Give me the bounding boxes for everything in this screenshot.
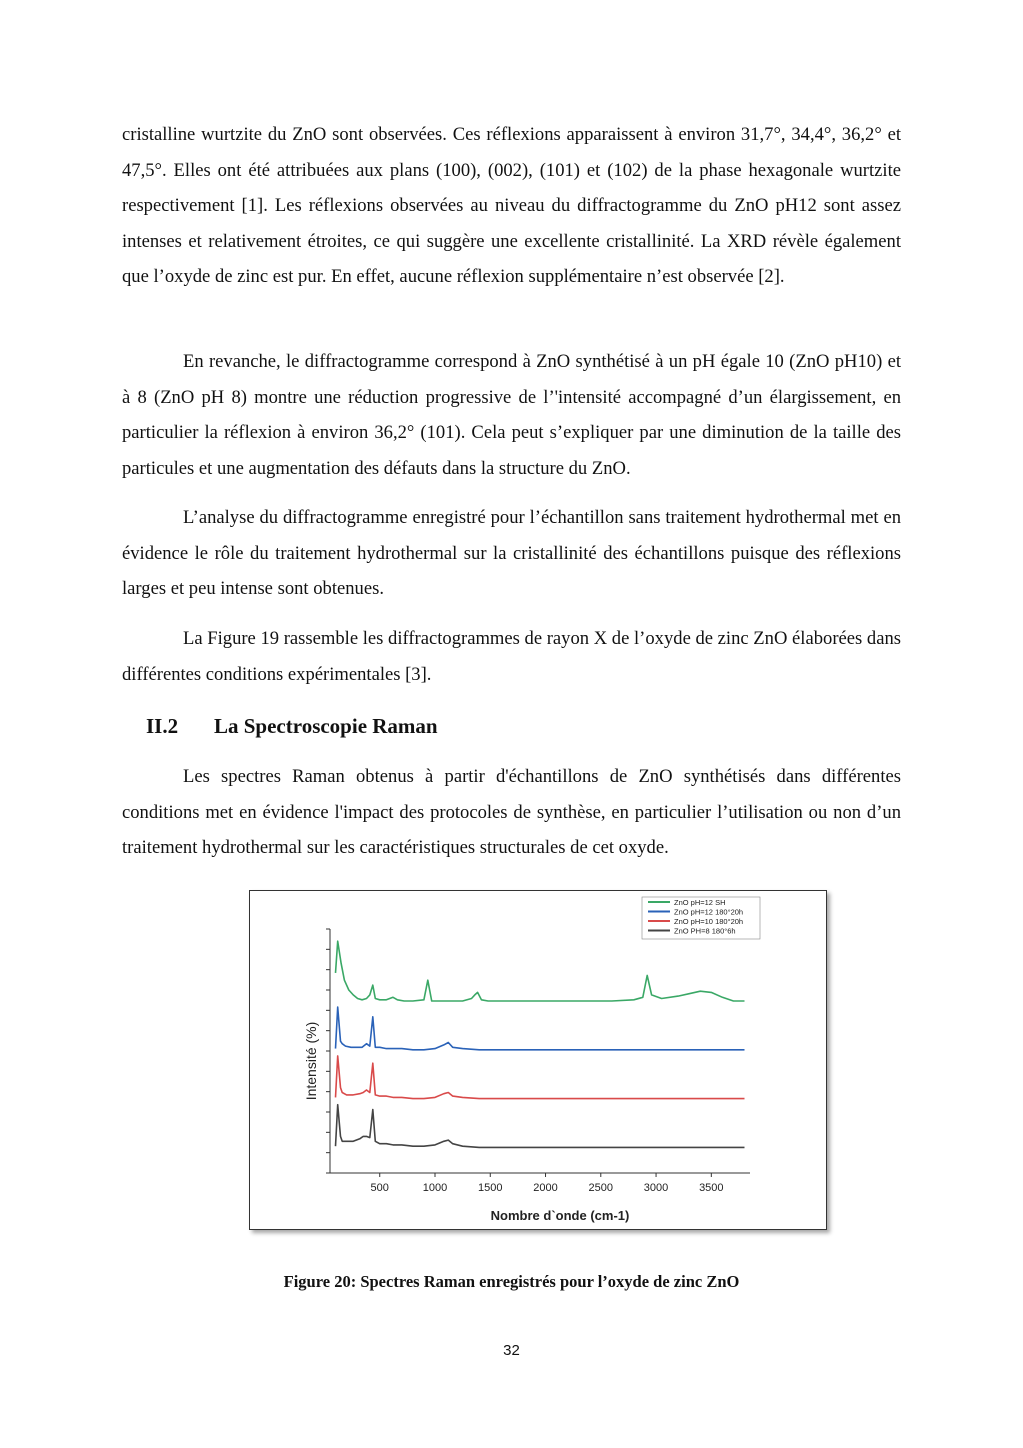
legend-label: ZnO PH=8 180°6h — [674, 926, 736, 936]
x-tick-label: 3500 — [699, 1182, 724, 1194]
series-line-4 — [336, 1105, 745, 1148]
body-paragraph-2: En revanche, le diffractogramme correspond à ZnO synthétisé à un pH égale 10 (ZnO pH10) et à 8 (ZnO pH 8) montre une réduction progressive de l’'intensité accompagné d’un élargissement, en particulier la réflexion à environ 36,2° (101). Cela peut s’expliquer par une diminution de la taille des particules et une augmentation des défauts dans la structure du ZnO. — [122, 351, 901, 479]
chart-legend — [642, 897, 760, 939]
x-tick-label: 2000 — [533, 1182, 558, 1194]
series-line-2 — [336, 1007, 745, 1050]
x-tick-label: 3000 — [643, 1182, 669, 1194]
section-title: La Spectroscopie Raman — [214, 714, 438, 738]
body-paragraph-1: cristalline wurtzite du ZnO sont observées. Ces réflexions apparaissent à environ 31,7°, 34,4°, 36,2° et 47,5°. Elles ont été attribuées aux plans (100), (002), (101) et (102) de la phase hexagonale wurtzite respectivement [1]. Les réflexions observées au niveau du diffractogramme du ZnO pH12 sont assez intenses et relativement étroites, ce qui suggère une excellente cristallinité. La XRD révèle également que l’oxyde de zinc est pur. En effet, aucune réflexion supplémentaire n’est observée [2]. — [122, 124, 901, 287]
x-tick-label: 1500 — [478, 1182, 503, 1194]
chart-axes — [326, 926, 750, 1194]
section-heading — [146, 714, 438, 739]
figure-caption: Figure 20: Spectres Raman enregistrés pour l’oxyde de zinc ZnO — [283, 1272, 740, 1291]
chart-series-layer — [336, 941, 745, 1147]
series-line-3 — [336, 1056, 745, 1099]
body-paragraph-5: Les spectres Raman obtenus à partir d'échantillons de ZnO synthétisés dans différentes conditions met en évidence l'impact des protocoles de synthèse, en particulier l’utilisation ou non d’un traitement hydrothermal sur les caractéristiques structurales de cet oxyde. — [122, 766, 901, 858]
page-number: 32 — [503, 1342, 520, 1359]
raman-figure — [249, 890, 827, 1230]
y-axis-label: Intensité (%) — [303, 1021, 319, 1101]
x-tick-label: 2500 — [588, 1182, 614, 1194]
x-tick-label: 500 — [370, 1182, 389, 1194]
legend-label: ZnO pH=12 180°20h — [674, 907, 744, 917]
section-number: II.2 — [146, 714, 179, 738]
body-paragraph-3: L’analyse du diffractogramme enregistré pour l’échantillon sans traitement hydrothermal met en évidence le rôle du traitement hydrothermal sur la cristallinité des échantillons puisque des réflexions larges et peu intense sont obtenues. — [122, 507, 901, 599]
series-line-1 — [336, 941, 745, 1001]
legend-label: ZnO pH=10 180°20h — [674, 917, 744, 926]
x-tick-label: 1000 — [422, 1182, 448, 1194]
legend-label: ZnO pH=12 SH — [674, 898, 726, 907]
body-paragraph-4: La Figure 19 rassemble les diffractogrammes de rayon X de l’oxyde de zinc ZnO élaborées dans différentes conditions expérimentales [3]. — [122, 628, 901, 685]
x-axis-label: Nombre d`onde (cm-1) — [490, 1208, 630, 1223]
raman-chart — [250, 891, 826, 1229]
